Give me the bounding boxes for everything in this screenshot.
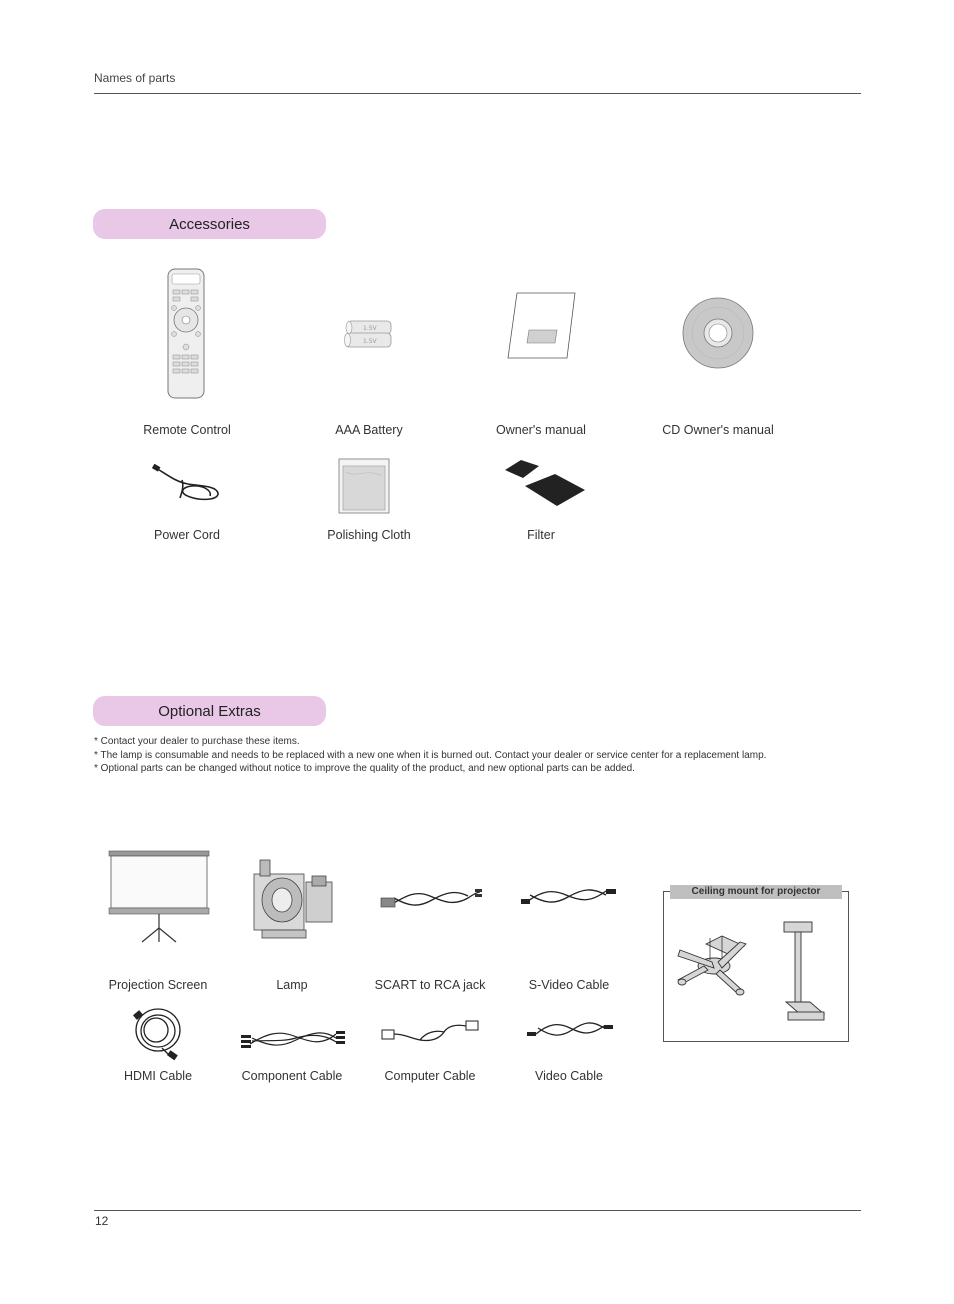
item-label-cd-manual: CD Owner's manual	[662, 423, 774, 437]
optional-notes	[94, 735, 854, 776]
component-cable-icon	[240, 1024, 346, 1054]
item-label-video-cable: Video Cable	[535, 1069, 603, 1083]
ceiling-mount-title: Ceiling mount for projector	[670, 885, 842, 899]
note-2: * The lamp is consumable and needs to be replaced with a new one when it is burned out. Contact your dealer or service center for a replacement lamp.	[94, 749, 767, 761]
power-cord-icon	[152, 464, 222, 504]
item-label-scart-rca: SCART to RCA jack	[374, 978, 486, 992]
manual-icon	[507, 292, 577, 360]
filter-icon	[503, 458, 587, 508]
cd-icon	[682, 297, 754, 369]
svideo-cable-icon	[520, 883, 618, 909]
video-cable-icon	[526, 1018, 614, 1042]
item-label-filter: Filter	[527, 528, 555, 542]
cloth-icon	[338, 458, 390, 514]
note-1: * Contact your dealer to purchase these items.	[94, 736, 300, 747]
hdmi-cable-icon	[132, 1004, 184, 1060]
section-title: Names of parts	[94, 71, 176, 85]
header-rule	[94, 93, 861, 94]
ceiling-mount-icon	[674, 918, 838, 1028]
lamp-icon	[250, 858, 336, 942]
item-label-hdmi-cable: HDMI Cable	[123, 1069, 193, 1083]
page-number: 12	[95, 1214, 109, 1228]
item-label-aaa-battery: AAA Battery	[335, 423, 403, 437]
item-label-component-cable: Component Cable	[241, 1069, 343, 1083]
scart-cable-icon	[380, 884, 484, 914]
battery-voltage-bottom: 1.5V	[363, 338, 377, 345]
footer-rule	[94, 1210, 861, 1211]
battery-voltage-top: 1.5V	[363, 325, 377, 332]
battery-icon	[343, 318, 395, 350]
item-label-projection-screen: Projection Screen	[108, 978, 208, 992]
item-label-remote-control: Remote Control	[143, 423, 231, 437]
item-label-svideo-cable: S-Video Cable	[528, 978, 610, 992]
item-label-computer-cable: Computer Cable	[384, 1069, 476, 1083]
optional-extras-heading: Optional Extras	[93, 696, 326, 726]
projection-screen-icon	[108, 850, 210, 944]
computer-cable-icon	[380, 1018, 480, 1046]
item-label-owners-manual: Owner's manual	[496, 423, 586, 437]
item-label-polishing-cloth: Polishing Cloth	[327, 528, 411, 542]
item-label-lamp: Lamp	[276, 978, 308, 992]
note-3: * Optional parts can be changed without notice to improve the quality of the product, and new optional parts can be added.	[94, 763, 635, 774]
remote-control-icon	[166, 268, 206, 400]
accessories-heading: Accessories	[93, 209, 326, 239]
item-label-power-cord: Power Cord	[154, 528, 220, 542]
